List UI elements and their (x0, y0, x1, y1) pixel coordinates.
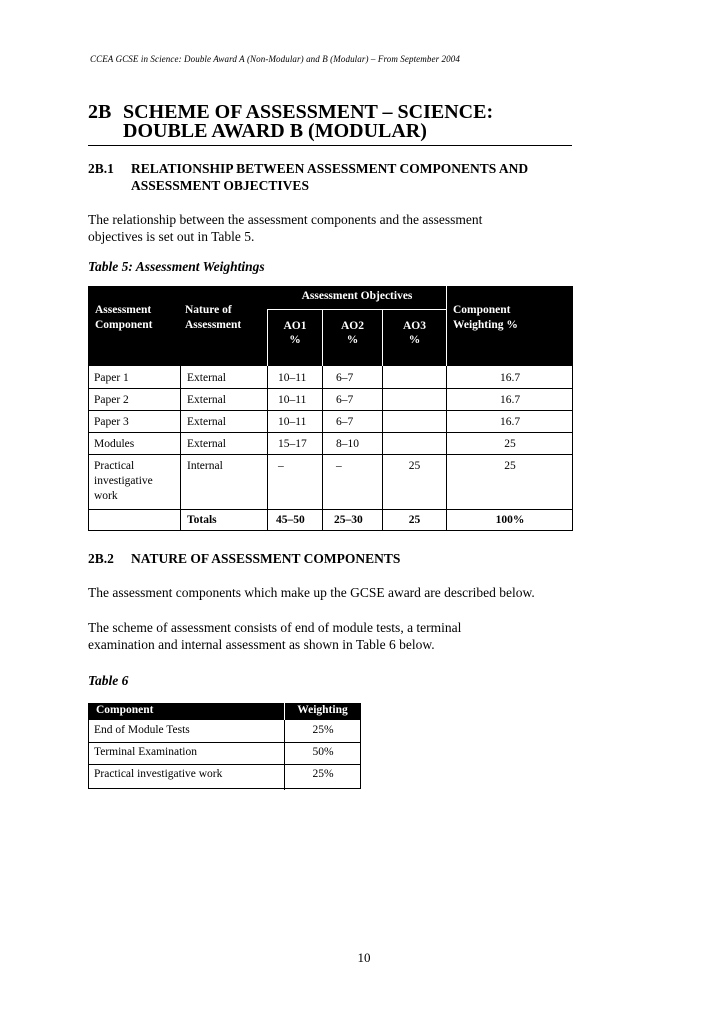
cell-ao2: 6–7 (336, 372, 354, 384)
cell-weighting: 50% (312, 746, 334, 758)
cell-weighting: 16.7 (499, 372, 521, 384)
table6-header (88, 703, 361, 720)
totals-weighting: 100% (495, 514, 525, 526)
cell-component: Paper 1 (94, 372, 129, 384)
row-divider (88, 388, 573, 389)
column-divider (382, 366, 383, 530)
table5-header (88, 286, 573, 366)
cell-ao2: – (336, 460, 342, 472)
cell-weighting: 25% (312, 724, 334, 736)
components-paragraph: The assessment components which make up the GCSE award are described below. (88, 585, 535, 600)
header-divider (284, 703, 285, 720)
intro-paragraph: The relationship between the assessment components and the assessment objectives is set out in Table 5. (88, 212, 483, 244)
table5-caption: Table 5: Assessment Weightings (88, 259, 265, 274)
header-ao2: AO2 (341, 320, 364, 332)
scheme-paragraph: The scheme of assessment consists of end of module tests, a terminal examination and internal assessment as shown in Table 6 below. (88, 620, 462, 652)
cell-component: Paper 3 (94, 416, 129, 428)
header-divider (267, 310, 268, 366)
section-title-line1: SCHEME OF ASSESSMENT – SCIENCE: (123, 101, 494, 123)
cell-nature: External (187, 438, 226, 450)
cell-weighting: 25 (504, 460, 516, 472)
running-header: CCEA GCSE in Science: Double Award A (Non-Modular) and B (Modular) – From September 2004 (90, 54, 460, 64)
totals-label: Totals (187, 514, 217, 526)
row-divider (88, 509, 573, 510)
cell-nature: External (187, 372, 226, 384)
cell-nature: External (187, 416, 226, 428)
column-divider (322, 366, 323, 530)
cell-ao1: 10–11 (278, 372, 307, 384)
totals-ao3: 25 (408, 514, 421, 526)
cell-component: Modules (94, 438, 135, 450)
cell-component: Practical investigative work (94, 460, 153, 502)
header-ao2-pct: % (346, 334, 359, 346)
header-divider (446, 286, 447, 366)
header-divider (267, 309, 447, 310)
row-divider (88, 764, 361, 765)
cell-nature: External (187, 394, 226, 406)
column-divider (180, 366, 181, 530)
cell-weighting: 16.7 (499, 416, 521, 428)
cell-component: Practical investigative work (94, 768, 223, 780)
row-divider (88, 432, 573, 433)
header-divider (322, 310, 323, 366)
totals-ao1: 45–50 (276, 514, 305, 526)
header-ao3-pct: % (408, 334, 421, 346)
header-ao1: AO1 (283, 320, 307, 332)
section-title (88, 103, 572, 146)
header-ao3: AO3 (403, 320, 426, 332)
page-number: 10 (357, 950, 371, 965)
cell-ao1: 15–17 (278, 438, 307, 450)
header-ao1-pct: % (289, 334, 301, 346)
header-assessment-component: Assessment Component (95, 304, 153, 331)
header-component-weighting: Component Weighting % (453, 304, 518, 331)
section-number: 2B (88, 101, 112, 123)
subsection-heading-2b1 (88, 160, 578, 194)
subsection-title: RELATIONSHIP BETWEEN ASSESSMENT COMPONENTS AND ASSESSMENT OBJECTIVES (131, 161, 529, 193)
header-component: Component (96, 704, 154, 716)
cell-component: End of Module Tests (94, 724, 190, 736)
header-assessment-objectives: Assessment Objectives (301, 290, 413, 302)
header-nature-of-assessment: Nature of Assessment (185, 304, 242, 331)
components-weighting-table (88, 703, 361, 790)
cell-ao2: 6–7 (336, 394, 354, 406)
cell-component: Terminal Examination (94, 746, 197, 758)
row-divider (88, 742, 361, 743)
cell-nature: Internal (187, 460, 223, 472)
row-divider (88, 454, 573, 455)
section-title-line2: DOUBLE AWARD B (MODULAR) (123, 120, 427, 142)
cell-ao2: 6–7 (336, 416, 354, 428)
cell-component: Paper 2 (94, 394, 129, 406)
totals-ao2: 25–30 (334, 514, 363, 526)
subsection-title: NATURE OF ASSESSMENT COMPONENTS (131, 551, 401, 566)
cell-weighting: 16.7 (499, 394, 521, 406)
subsection-number: 2B.2 (88, 551, 114, 566)
column-divider (267, 366, 268, 530)
cell-ao1: 10–11 (278, 416, 307, 428)
cell-ao2: 8–10 (336, 438, 359, 450)
header-weighting: Weighting (297, 704, 348, 716)
cell-weighting: 25 (504, 438, 516, 450)
table6-caption: Table 6 (88, 673, 129, 688)
subsection-number: 2B.1 (88, 161, 114, 176)
cell-ao1: – (278, 460, 284, 472)
row-divider (88, 410, 573, 411)
cell-ao3: 25 (408, 460, 421, 472)
assessment-weightings-table (88, 286, 573, 532)
cell-weighting: 25% (312, 768, 334, 780)
cell-ao1: 10–11 (278, 394, 307, 406)
header-divider (382, 310, 383, 366)
subsection-heading-2b2 (88, 550, 400, 567)
